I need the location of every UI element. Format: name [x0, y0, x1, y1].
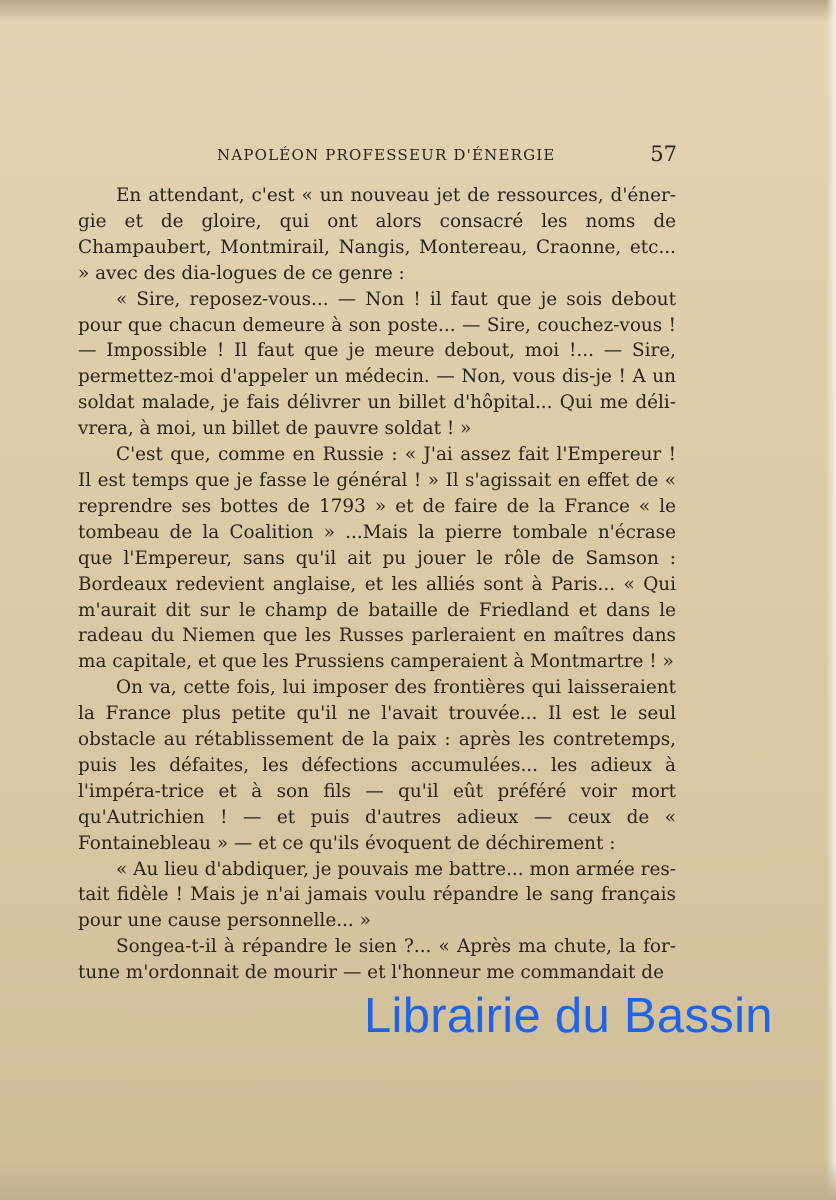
body-text: [78, 183, 676, 986]
paragraph: « Sire, reposez-vous... — Non ! il faut que je sois debout pour que chacun demeure à son poste... — Sire, couchez-vous ! — Impossible ! Il faut que je meure debout, moi !... — Sire, permettez-moi d'appeler un médecin. — Non, vous dis-je ! A un soldat malade, je fais délivrer un billet d'hôpital... Qui me déli-vrera, à moi, un billet de pauvre soldat ! »: [78, 288, 676, 440]
paragraph: On va, cette fois, lui imposer des frontières qui laisseraient la France plus petite qu'il ne l'avait trouvée... Il est le seul obstacle au rétablissement de la paix : après les contretemps, puis les défaites, les défections accumulées... les adieux à l'impéra-trice et à son fils — qu'il eût préféré voir mort qu'Autrichien ! — et puis d'autres adieux — ceux de « Fontainebleau » — et ce qu'ils évoquent de déchirement :: [78, 677, 676, 854]
page-bottom-edge-shadow: [0, 1160, 836, 1200]
page-right-edge: [826, 0, 836, 1200]
paragraph: En attendant, c'est « un nouveau jet de ressources, d'éner-gie et de gloire, qui ont alors consacré les noms de Champaubert, Montmirail, Nangis, Montereau, Craonne, etc... » avec des dia-logues de ce genre :: [78, 185, 676, 284]
paragraph: Songea-t-il à répandre le sien ?... « Après ma chute, la for-tune m'ordonnait de mourir — et l'honneur me commandait de: [78, 936, 676, 984]
page-header: [217, 142, 677, 172]
paragraph: « Au lieu d'abdiquer, je pouvais me battre... mon armée res-tait fidèle ! Mais je n'ai jamais voulu répandre le sang français pour une cause personnelle... »: [78, 858, 676, 932]
watermark-text: Librairie du Bassin: [364, 989, 773, 1043]
paragraph: C'est que, comme en Russie : « J'ai assez fait l'Empereur ! Il est temps que je fasse le général ! » Il s'agissait en effet de « reprendre ses bottes de 1793 » et de faire de la France « le tombeau de la Coalition » ...Mais la pierre tombale n'écrase que l'Empereur, sans qu'il ait pu jouer le rôle de Samson : Bordeaux redevient anglaise, et les alliés sont à Paris... « Qui m'aurait dit sur le champ de bataille de Friedland et dans le radeau du Niemen que les Russes parleraient en maîtres dans ma capitale, et que les Prussiens camperaient à Montmartre ! »: [78, 444, 676, 673]
running-head: NAPOLÉON PROFESSEUR D'ÉNERGIE: [217, 146, 556, 164]
page-number: 57: [650, 142, 677, 166]
page-top-edge-shadow: [0, 0, 836, 22]
